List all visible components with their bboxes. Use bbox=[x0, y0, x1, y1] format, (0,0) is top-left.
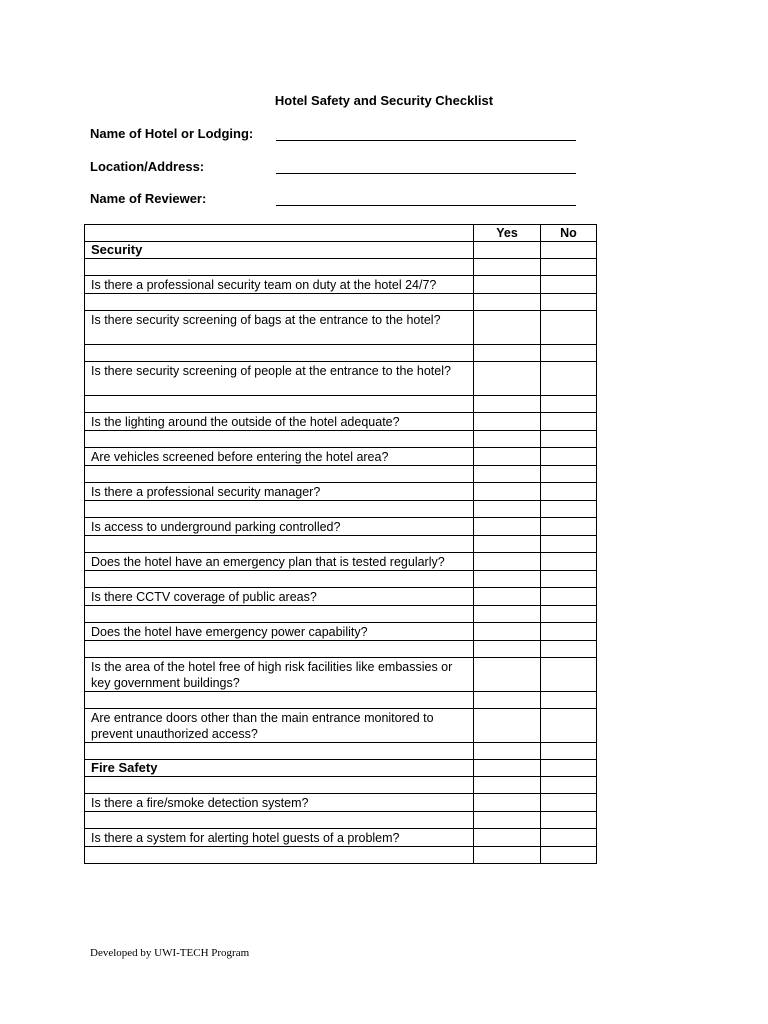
spacer-cell bbox=[541, 606, 597, 623]
yes-checkbox-cell[interactable] bbox=[474, 829, 541, 847]
question-text: Is the area of the hotel free of high risk facilities like embassies or key government buildings? bbox=[85, 658, 474, 692]
question-text: Is the lighting around the outside of the hotel adequate? bbox=[85, 413, 474, 431]
yes-checkbox-cell[interactable] bbox=[474, 448, 541, 466]
spacer-cell bbox=[541, 536, 597, 553]
question-text: Is there a professional security team on duty at the hotel 24/7? bbox=[85, 276, 474, 294]
spacer-cell bbox=[541, 777, 597, 794]
spacer-cell bbox=[541, 396, 597, 413]
spacer-cell bbox=[474, 431, 541, 448]
question-text: Is access to underground parking controlled? bbox=[85, 518, 474, 536]
spacer-cell bbox=[541, 259, 597, 276]
spacer-cell bbox=[474, 466, 541, 483]
spacer-row bbox=[85, 294, 597, 311]
no-checkbox-cell[interactable] bbox=[541, 623, 597, 641]
yes-checkbox-cell[interactable] bbox=[474, 553, 541, 571]
no-column-header: No bbox=[541, 225, 597, 242]
question-text: Is there CCTV coverage of public areas? bbox=[85, 588, 474, 606]
yes-column-header: Yes bbox=[474, 225, 541, 242]
question-row bbox=[85, 658, 597, 692]
no-checkbox-cell[interactable] bbox=[541, 276, 597, 294]
reviewer-name-blank[interactable] bbox=[276, 205, 576, 206]
spacer-cell bbox=[85, 777, 474, 794]
question-row bbox=[85, 448, 597, 466]
spacer-row bbox=[85, 812, 597, 829]
spacer-cell bbox=[541, 431, 597, 448]
spacer-row bbox=[85, 501, 597, 518]
hotel-name-field[interactable] bbox=[90, 126, 590, 144]
spacer-row bbox=[85, 692, 597, 709]
yes-checkbox-cell[interactable] bbox=[474, 362, 541, 396]
yes-checkbox-cell[interactable] bbox=[474, 623, 541, 641]
question-row bbox=[85, 518, 597, 536]
section-heading-row bbox=[85, 760, 597, 777]
no-checkbox-cell[interactable] bbox=[541, 448, 597, 466]
question-text: Does the hotel have emergency power capability? bbox=[85, 623, 474, 641]
footer-credit: Developed by UWI-TECH Program bbox=[90, 947, 250, 959]
question-text: Are vehicles screened before entering the hotel area? bbox=[85, 448, 474, 466]
section-no-cell bbox=[541, 760, 597, 777]
yes-checkbox-cell[interactable] bbox=[474, 311, 541, 345]
no-checkbox-cell[interactable] bbox=[541, 518, 597, 536]
spacer-cell bbox=[474, 345, 541, 362]
yes-checkbox-cell[interactable] bbox=[474, 413, 541, 431]
spacer-cell bbox=[541, 501, 597, 518]
question-text: Is there a fire/smoke detection system? bbox=[85, 794, 474, 812]
no-checkbox-cell[interactable] bbox=[541, 658, 597, 692]
table-header-row bbox=[85, 225, 597, 242]
spacer-cell bbox=[85, 294, 474, 311]
question-text: Is there a professional security manager? bbox=[85, 483, 474, 501]
section-yes-cell bbox=[474, 242, 541, 259]
spacer-cell bbox=[474, 812, 541, 829]
hotel-name-label: Name of Hotel or Lodging: bbox=[90, 126, 254, 141]
spacer-cell bbox=[85, 466, 474, 483]
spacer-cell bbox=[85, 536, 474, 553]
spacer-cell bbox=[541, 466, 597, 483]
spacer-cell bbox=[85, 345, 474, 362]
spacer-row bbox=[85, 259, 597, 276]
question-row bbox=[85, 588, 597, 606]
spacer-cell bbox=[85, 847, 474, 864]
spacer-cell bbox=[85, 571, 474, 588]
spacer-row bbox=[85, 396, 597, 413]
spacer-cell bbox=[541, 743, 597, 760]
spacer-row bbox=[85, 743, 597, 760]
document-title: Hotel Safety and Security Checklist bbox=[274, 93, 494, 108]
spacer-cell bbox=[85, 743, 474, 760]
spacer-row bbox=[85, 536, 597, 553]
spacer-cell bbox=[474, 536, 541, 553]
section-heading: Security bbox=[85, 242, 474, 259]
spacer-cell bbox=[474, 571, 541, 588]
spacer-cell bbox=[85, 431, 474, 448]
spacer-cell bbox=[541, 692, 597, 709]
location-address-label: Location/Address: bbox=[90, 159, 205, 174]
spacer-row bbox=[85, 606, 597, 623]
spacer-row bbox=[85, 466, 597, 483]
spacer-cell bbox=[474, 847, 541, 864]
yes-checkbox-cell[interactable] bbox=[474, 709, 541, 743]
section-no-cell bbox=[541, 242, 597, 259]
spacer-cell bbox=[474, 294, 541, 311]
reviewer-name-field[interactable] bbox=[90, 191, 590, 209]
yes-checkbox-cell[interactable] bbox=[474, 794, 541, 812]
question-row bbox=[85, 362, 597, 396]
spacer-cell bbox=[474, 606, 541, 623]
spacer-cell bbox=[474, 641, 541, 658]
spacer-row bbox=[85, 571, 597, 588]
section-heading: Fire Safety bbox=[85, 760, 474, 777]
spacer-cell bbox=[474, 692, 541, 709]
spacer-cell bbox=[541, 847, 597, 864]
question-row bbox=[85, 483, 597, 501]
spacer-cell bbox=[85, 812, 474, 829]
spacer-row bbox=[85, 345, 597, 362]
spacer-row bbox=[85, 431, 597, 448]
question-row bbox=[85, 623, 597, 641]
question-row bbox=[85, 794, 597, 812]
yes-checkbox-cell[interactable] bbox=[474, 658, 541, 692]
spacer-row bbox=[85, 641, 597, 658]
question-text: Does the hotel have an emergency plan that is tested regularly? bbox=[85, 553, 474, 571]
location-address-blank[interactable] bbox=[276, 173, 576, 174]
spacer-cell bbox=[474, 259, 541, 276]
spacer-cell bbox=[541, 294, 597, 311]
spacer-cell bbox=[474, 743, 541, 760]
question-row bbox=[85, 553, 597, 571]
section-heading-row bbox=[85, 242, 597, 259]
spacer-cell bbox=[85, 501, 474, 518]
location-address-field[interactable] bbox=[90, 159, 590, 177]
spacer-cell bbox=[85, 692, 474, 709]
section-yes-cell bbox=[474, 760, 541, 777]
question-text: Are entrance doors other than the main entrance monitored to prevent unauthorized access? bbox=[85, 709, 474, 743]
spacer-row bbox=[85, 847, 597, 864]
no-checkbox-cell[interactable] bbox=[541, 588, 597, 606]
question-row bbox=[85, 311, 597, 345]
question-column-header bbox=[85, 225, 474, 242]
yes-checkbox-cell[interactable] bbox=[474, 276, 541, 294]
spacer-cell bbox=[474, 777, 541, 794]
spacer-cell bbox=[85, 641, 474, 658]
question-row bbox=[85, 276, 597, 294]
yes-checkbox-cell[interactable] bbox=[474, 588, 541, 606]
spacer-cell bbox=[541, 571, 597, 588]
spacer-cell bbox=[474, 501, 541, 518]
question-row bbox=[85, 413, 597, 431]
question-text: Is there security screening of bags at the entrance to the hotel? bbox=[85, 311, 474, 345]
spacer-cell bbox=[85, 259, 474, 276]
spacer-cell bbox=[541, 812, 597, 829]
spacer-cell bbox=[541, 641, 597, 658]
question-row bbox=[85, 709, 597, 743]
no-checkbox-cell[interactable] bbox=[541, 553, 597, 571]
spacer-cell bbox=[85, 396, 474, 413]
question-text: Is there security screening of people at the entrance to the hotel? bbox=[85, 362, 474, 396]
no-checkbox-cell[interactable] bbox=[541, 413, 597, 431]
yes-checkbox-cell[interactable] bbox=[474, 518, 541, 536]
reviewer-name-label: Name of Reviewer: bbox=[90, 191, 207, 206]
spacer-row bbox=[85, 777, 597, 794]
no-checkbox-cell[interactable] bbox=[541, 794, 597, 812]
no-checkbox-cell[interactable] bbox=[541, 311, 597, 345]
no-checkbox-cell[interactable] bbox=[541, 709, 597, 743]
question-row bbox=[85, 829, 597, 847]
no-checkbox-cell[interactable] bbox=[541, 829, 597, 847]
no-checkbox-cell[interactable] bbox=[541, 362, 597, 396]
spacer-cell bbox=[474, 396, 541, 413]
no-checkbox-cell[interactable] bbox=[541, 483, 597, 501]
question-text: Is there a system for alerting hotel guests of a problem? bbox=[85, 829, 474, 847]
yes-checkbox-cell[interactable] bbox=[474, 483, 541, 501]
spacer-cell bbox=[541, 345, 597, 362]
checklist-table bbox=[84, 224, 597, 864]
spacer-cell bbox=[85, 606, 474, 623]
hotel-name-blank[interactable] bbox=[276, 140, 576, 141]
